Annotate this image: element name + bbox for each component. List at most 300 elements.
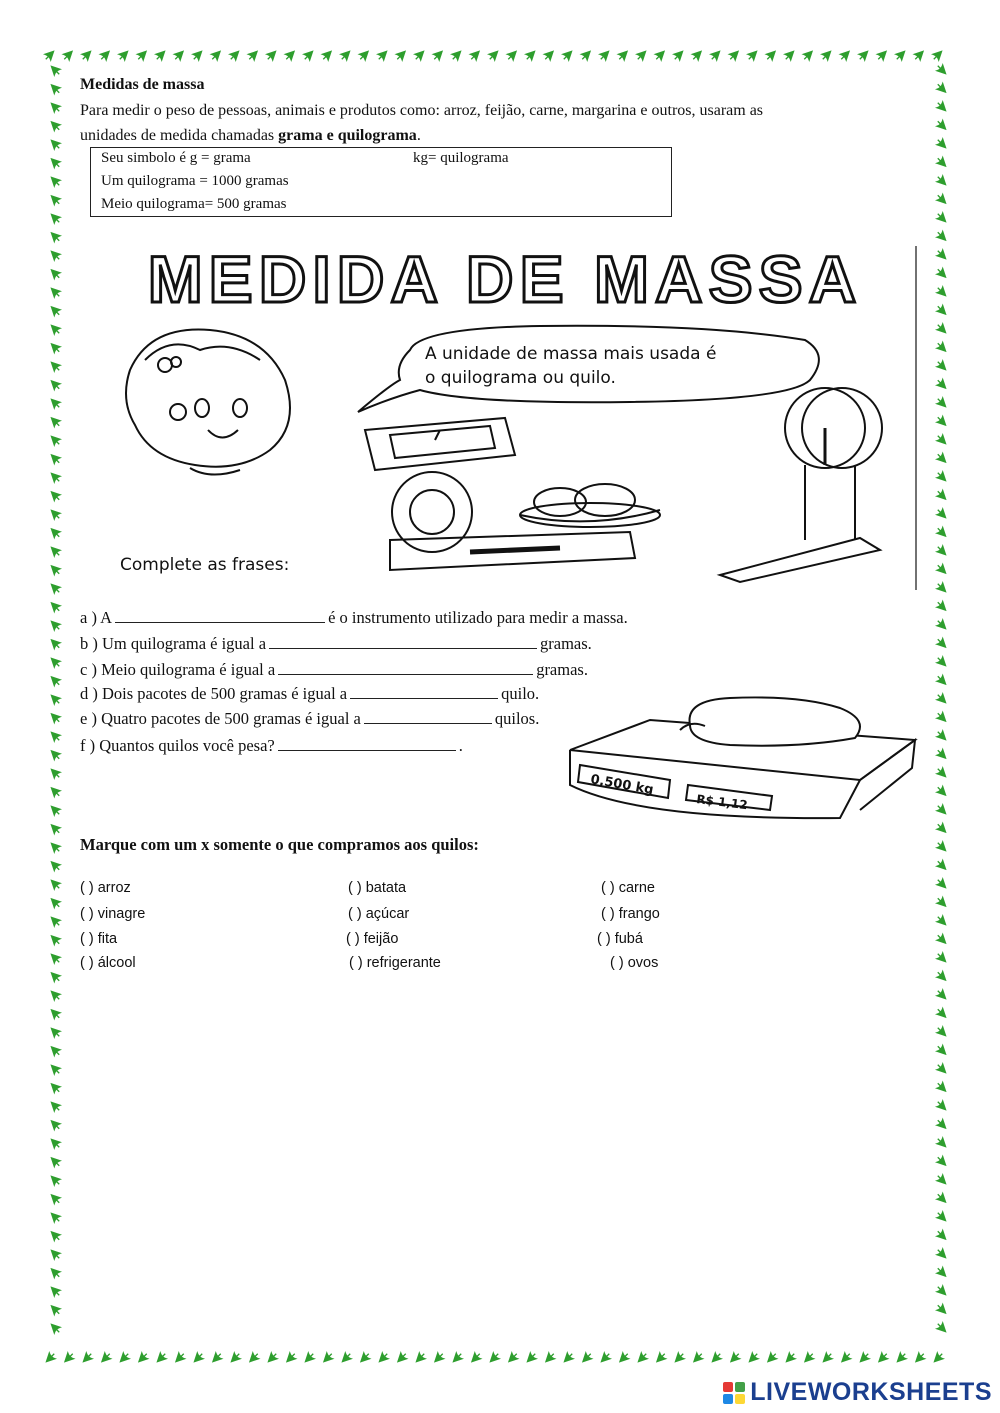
checkbox-paren[interactable]: ( ) <box>80 931 94 947</box>
leaf-ornament-icon <box>49 138 62 151</box>
leaf-ornament-icon <box>635 49 648 62</box>
leaf-ornament-icon <box>49 193 62 206</box>
leaf-ornament-icon <box>935 192 948 205</box>
leaf-ornament-icon <box>49 82 62 95</box>
girl-face-drawing <box>126 330 290 475</box>
leaf-ornament-icon <box>935 895 948 908</box>
option-item[interactable] <box>80 906 145 922</box>
leaf-ornament-icon <box>617 1351 630 1364</box>
leaf-ornament-icon <box>746 49 759 62</box>
answer-blank-f[interactable] <box>278 736 456 751</box>
leaf-ornament-icon <box>49 156 62 169</box>
leaf-ornament-icon <box>935 118 948 131</box>
leaf-ornament-icon <box>209 49 222 62</box>
leaf-ornament-icon <box>49 600 62 613</box>
answer-blank-c[interactable] <box>278 660 533 675</box>
leaf-ornament-icon <box>935 692 948 705</box>
question-e-prefix: e ) Quatro pacotes de 500 gramas é igual a <box>80 709 361 728</box>
leaf-ornament-icon <box>49 397 62 410</box>
answer-blank-a[interactable] <box>115 608 325 623</box>
leaf-ornament-icon <box>935 303 948 316</box>
leaf-ornament-icon <box>49 952 62 965</box>
mark-instruction: Marque com um x somente o que compramos aos quilos: <box>80 835 479 854</box>
leaf-ornament-icon <box>49 1248 62 1261</box>
leaf-ornament-icon <box>935 1025 948 1038</box>
leaf-ornament-icon <box>935 784 948 797</box>
checkbox-paren[interactable]: ( ) <box>348 880 362 896</box>
leaf-ornament-icon <box>450 49 463 62</box>
option-label: batata <box>365 880 407 896</box>
option-item[interactable] <box>80 880 131 896</box>
leaf-ornament-icon <box>340 1351 353 1364</box>
leaf-ornament-icon <box>49 1081 62 1094</box>
leaf-ornament-icon <box>505 49 518 62</box>
leaf-ornament-icon <box>710 1351 723 1364</box>
brand-text: LIVEWORKSHEETS <box>750 1378 992 1406</box>
leaf-ornament-icon <box>49 767 62 780</box>
leaf-ornament-icon <box>802 1351 815 1364</box>
intro-line-2a: unidades de medida chamadas <box>80 127 279 144</box>
leaf-ornament-icon <box>49 748 62 761</box>
option-item[interactable] <box>601 880 655 896</box>
leaf-ornament-icon <box>49 1063 62 1076</box>
kilogram-equivalence: Um quilograma = 1000 gramas <box>101 173 289 189</box>
leaf-ornament-icon <box>394 49 407 62</box>
question-c-prefix: c ) Meio quilograma é igual a <box>80 660 276 679</box>
logo-badge-icon <box>723 1382 745 1404</box>
option-item[interactable] <box>601 906 660 922</box>
leaf-ornament-icon <box>935 1302 948 1315</box>
leaf-ornament-icon <box>44 1351 57 1364</box>
leaf-ornament-icon <box>672 49 685 62</box>
leaf-ornament-icon <box>43 49 56 62</box>
leaf-ornament-icon <box>432 1351 445 1364</box>
question-a-suffix: é o instrumento utilizado para medir a massa. <box>328 608 628 627</box>
leaf-ornament-icon <box>49 1026 62 1039</box>
leaf-ornament-icon <box>935 1173 948 1186</box>
leaf-ornament-icon <box>875 49 888 62</box>
leaf-ornament-icon <box>935 932 948 945</box>
leaf-ornament-icon <box>49 878 62 891</box>
leaf-ornament-icon <box>413 49 426 62</box>
leaf-ornament-icon <box>136 1351 149 1364</box>
question-d <box>80 684 539 704</box>
leaf-ornament-icon <box>935 211 948 224</box>
leaf-ornament-icon <box>49 1229 62 1242</box>
leaf-ornament-icon <box>690 49 703 62</box>
scale-weight-display: 0,500 kg <box>589 772 655 798</box>
leaf-ornament-icon <box>935 1191 948 1204</box>
leaf-ornament-icon <box>155 1351 168 1364</box>
leaf-ornament-icon <box>839 1351 852 1364</box>
leaf-ornament-icon <box>935 1265 948 1278</box>
leaf-ornament-icon <box>431 49 444 62</box>
speech-line-2: o quilograma ou quilo. <box>425 368 616 388</box>
leaf-ornament-icon <box>49 637 62 650</box>
leaf-ornament-icon <box>191 49 204 62</box>
leaf-ornament-icon <box>414 1351 427 1364</box>
leaf-ornament-icon <box>765 1351 778 1364</box>
leaf-ornament-icon <box>172 49 185 62</box>
leaf-ornament-icon <box>49 1285 62 1298</box>
question-b-prefix: b ) Um quilograma é igual a <box>80 634 267 653</box>
leaf-ornament-icon <box>265 49 278 62</box>
leaf-ornament-icon <box>210 1351 223 1364</box>
leaf-ornament-icon <box>49 582 62 595</box>
leaf-ornament-icon <box>935 914 948 927</box>
leaf-ornament-icon <box>821 1351 834 1364</box>
leaf-ornament-icon <box>801 49 814 62</box>
speech-line-1: A unidade de massa mais usada é <box>425 344 717 364</box>
leaf-ornament-icon <box>49 693 62 706</box>
leaf-ornament-icon <box>80 49 93 62</box>
leaf-ornament-icon <box>49 804 62 817</box>
option-item[interactable] <box>346 931 398 947</box>
leaf-ornament-icon <box>246 49 259 62</box>
leaf-ornament-icon <box>935 285 948 298</box>
leaf-ornament-icon <box>173 1351 186 1364</box>
checkbox-paren[interactable]: ( ) <box>80 955 94 971</box>
leaf-ornament-icon <box>49 341 62 354</box>
page-title: Medidas de massa <box>80 76 205 93</box>
leaf-ornament-icon <box>783 49 796 62</box>
leaf-ornament-icon <box>858 1351 871 1364</box>
leaf-ornament-icon <box>49 711 62 724</box>
leaf-ornament-icon <box>49 1192 62 1205</box>
leaf-ornament-icon <box>935 266 948 279</box>
leaf-ornament-icon <box>935 988 948 1001</box>
leaf-ornament-icon <box>747 1351 760 1364</box>
leaf-ornament-icon <box>284 1351 297 1364</box>
leaf-ornament-icon <box>935 1117 948 1130</box>
leaf-ornament-icon <box>653 49 666 62</box>
leaf-ornament-icon <box>303 1351 316 1364</box>
leaf-ornament-icon <box>935 1062 948 1075</box>
answer-blank-b[interactable] <box>269 634 537 649</box>
leaf-ornament-icon <box>935 951 948 964</box>
leaf-ornament-icon <box>49 1322 62 1335</box>
leaf-ornament-icon <box>935 1043 948 1056</box>
leaf-ornament-icon <box>654 1351 667 1364</box>
leaf-ornament-icon <box>935 729 948 742</box>
question-a <box>80 608 628 628</box>
leaf-ornament-icon <box>506 1351 519 1364</box>
leaf-ornament-icon <box>49 119 62 132</box>
leaf-ornament-icon <box>935 1247 948 1260</box>
question-c <box>80 660 588 680</box>
leaf-ornament-icon <box>49 619 62 632</box>
leaf-ornament-icon <box>468 49 481 62</box>
leaf-ornament-icon <box>935 470 948 483</box>
leaf-ornament-icon <box>98 49 111 62</box>
answer-blank-d[interactable] <box>350 684 498 699</box>
checkbox-paren[interactable]: ( ) <box>349 955 363 971</box>
leaf-ornament-icon <box>49 1007 62 1020</box>
leaf-ornament-icon <box>935 747 948 760</box>
leaf-ornament-icon <box>561 49 574 62</box>
leaf-ornament-icon <box>935 544 948 557</box>
option-label: carne <box>618 880 655 896</box>
leaf-ornament-icon <box>935 1136 948 1149</box>
option-label: frango <box>618 906 660 922</box>
leaf-ornament-icon <box>543 1351 556 1364</box>
leaf-ornament-icon <box>857 49 870 62</box>
leaf-ornament-icon <box>229 1351 242 1364</box>
leaf-ornament-icon <box>935 174 948 187</box>
leaf-ornament-icon <box>49 230 62 243</box>
leaf-ornament-icon <box>935 414 948 427</box>
leaf-ornament-icon <box>935 451 948 464</box>
leaf-ornament-icon <box>302 49 315 62</box>
leaf-ornament-icon <box>49 1118 62 1131</box>
leaf-ornament-icon <box>49 785 62 798</box>
leaf-ornament-icon <box>376 49 389 62</box>
question-e-suffix: quilos. <box>494 709 540 728</box>
leaf-ornament-icon <box>81 1351 94 1364</box>
leaf-ornament-icon <box>579 49 592 62</box>
leaf-ornament-icon <box>469 1351 482 1364</box>
leaf-ornament-icon <box>487 49 500 62</box>
leaf-ornament-icon <box>49 656 62 669</box>
leaf-ornament-icon <box>895 1351 908 1364</box>
leaf-ornament-icon <box>820 49 833 62</box>
option-label: refrigerante <box>366 955 441 971</box>
leaf-ornament-icon <box>49 360 62 373</box>
leaf-ornament-icon <box>395 1351 408 1364</box>
question-d-suffix: quilo. <box>501 684 540 703</box>
leaf-ornament-icon <box>598 49 611 62</box>
symbol-gram: Seu simbolo é g = grama <box>101 150 251 166</box>
leaf-ornament-icon <box>838 49 851 62</box>
leaf-ornament-icon <box>49 304 62 317</box>
question-e <box>80 709 539 729</box>
leaf-ornament-icon <box>49 378 62 391</box>
leaf-ornament-icon <box>935 803 948 816</box>
leaf-ornament-icon <box>935 599 948 612</box>
intro-paragraph <box>80 98 920 148</box>
leaf-ornament-icon <box>118 1351 131 1364</box>
leaf-ornament-icon <box>580 1351 593 1364</box>
leaf-ornament-icon <box>49 933 62 946</box>
balance-scale-drawing <box>365 418 660 570</box>
question-f <box>80 736 463 756</box>
leaf-ornament-icon <box>912 49 925 62</box>
leaf-ornament-icon <box>321 1351 334 1364</box>
scale-price-display: R$ 1,12 <box>695 792 749 813</box>
leaf-ornament-icon <box>49 452 62 465</box>
intro-line-2-bold: grama e quilograma <box>278 127 417 144</box>
leaf-ornament-icon <box>894 49 907 62</box>
option-item[interactable] <box>80 931 117 947</box>
option-item[interactable] <box>597 931 643 947</box>
leaf-ornament-icon <box>49 1155 62 1168</box>
leaf-ornament-icon <box>636 1351 649 1364</box>
option-label: fubá <box>614 931 643 947</box>
leaf-ornament-icon <box>49 212 62 225</box>
leaf-ornament-icon <box>709 49 722 62</box>
leaf-ornament-icon <box>49 545 62 558</box>
leaf-ornament-icon <box>935 525 948 538</box>
leaf-ornament-icon <box>728 1351 741 1364</box>
leaf-ornament-icon <box>935 821 948 834</box>
option-item[interactable] <box>349 955 441 971</box>
leaf-ornament-icon <box>616 49 629 62</box>
leaf-ornament-icon <box>524 49 537 62</box>
answer-blank-e[interactable] <box>364 709 492 724</box>
body-scale-drawing <box>720 388 882 582</box>
leaf-ornament-icon <box>935 1321 948 1334</box>
checkbox-paren[interactable]: ( ) <box>80 906 94 922</box>
leaf-ornament-icon <box>154 49 167 62</box>
leaf-ornament-icon <box>49 323 62 336</box>
leaf-ornament-icon <box>525 1351 538 1364</box>
leaf-ornament-icon <box>935 673 948 686</box>
leaf-ornament-icon <box>49 1044 62 1057</box>
leaf-ornament-icon <box>935 507 948 520</box>
checkbox-paren[interactable]: ( ) <box>80 880 94 896</box>
symbols-box <box>90 147 672 217</box>
question-c-suffix: gramas. <box>536 660 588 679</box>
leaf-ornament-icon <box>935 100 948 113</box>
leaf-ornament-icon <box>49 434 62 447</box>
leaf-ornament-icon <box>691 1351 704 1364</box>
option-label: arroz <box>97 880 131 896</box>
leaf-ornament-icon <box>935 155 948 168</box>
leaf-ornament-icon <box>49 508 62 521</box>
leaf-ornament-icon <box>935 81 948 94</box>
question-a-prefix: a ) A <box>80 608 113 627</box>
leaf-ornament-icon <box>49 286 62 299</box>
leaf-ornament-icon <box>935 1080 948 1093</box>
leaf-ornament-icon <box>135 49 148 62</box>
leaf-ornament-icon <box>935 1006 948 1019</box>
option-item[interactable] <box>348 906 409 922</box>
option-item[interactable] <box>348 880 406 896</box>
leaf-ornament-icon <box>935 248 948 261</box>
leaf-ornament-icon <box>49 1137 62 1150</box>
leaf-ornament-icon <box>764 49 777 62</box>
option-item[interactable] <box>80 955 136 971</box>
option-label: açúcar <box>365 906 410 922</box>
leaf-ornament-icon <box>935 636 948 649</box>
leaf-ornament-icon <box>49 1211 62 1224</box>
leaf-ornament-icon <box>935 840 948 853</box>
leaf-ornament-icon <box>876 1351 889 1364</box>
leaf-ornament-icon <box>228 49 241 62</box>
leaf-ornament-icon <box>49 674 62 687</box>
symbol-kilogram: kg= quilograma <box>413 150 509 166</box>
leaf-ornament-icon <box>935 618 948 631</box>
leaf-ornament-icon <box>49 1100 62 1113</box>
leaf-ornament-icon <box>49 563 62 576</box>
leaf-ornament-icon <box>49 1303 62 1316</box>
leaf-ornament-icon <box>49 471 62 484</box>
option-label: ovos <box>627 955 659 971</box>
checkbox-paren[interactable]: ( ) <box>597 931 611 947</box>
leaf-ornament-icon <box>99 1351 112 1364</box>
leaf-ornament-icon <box>49 822 62 835</box>
leaf-ornament-icon <box>935 322 948 335</box>
leaf-ornament-icon <box>49 970 62 983</box>
leaf-ornament-icon <box>935 396 948 409</box>
leaf-ornament-icon <box>562 1351 575 1364</box>
leaf-ornament-icon <box>357 49 370 62</box>
option-label: fita <box>97 931 118 947</box>
leaf-ornament-icon <box>935 137 948 150</box>
leaf-ornament-icon <box>49 730 62 743</box>
leaf-ornament-icon <box>339 49 352 62</box>
leaf-ornament-icon <box>935 562 948 575</box>
leaf-ornament-icon <box>192 1351 205 1364</box>
half-kilogram-equivalence: Meio quilograma= 500 gramas <box>101 196 287 212</box>
checkbox-paren[interactable]: ( ) <box>348 906 362 922</box>
leaf-ornament-icon <box>266 1351 279 1364</box>
leaf-ornament-icon <box>49 64 62 77</box>
leaf-ornament-icon <box>49 526 62 539</box>
leaf-ornament-icon <box>935 655 948 668</box>
intro-line-1: Para medir o peso de pessoas, animais e produtos como: arroz, feijão, carne, margarina e outros, usaram as <box>80 102 764 119</box>
question-b <box>80 634 592 654</box>
leaf-ornament-icon <box>451 1351 464 1364</box>
digital-scale-drawing <box>540 690 920 825</box>
leaf-ornament-icon <box>935 1154 948 1167</box>
leaf-ornament-icon <box>247 1351 260 1364</box>
intro-line-2c: . <box>416 127 421 144</box>
leaf-ornament-icon <box>931 49 944 62</box>
leaf-ornament-icon <box>935 488 948 501</box>
complete-label: Complete as frases: <box>120 555 290 575</box>
checkbox-paren[interactable]: ( ) <box>346 931 360 947</box>
leaf-ornament-icon <box>935 433 948 446</box>
leaf-ornament-icon <box>935 359 948 372</box>
question-b-suffix: gramas. <box>540 634 592 653</box>
leaf-ornament-icon <box>117 49 130 62</box>
checkbox-paren[interactable]: ( ) <box>601 880 615 896</box>
checkbox-paren[interactable]: ( ) <box>601 906 615 922</box>
leaf-ornament-icon <box>935 63 948 76</box>
question-f-prefix: f ) Quantos quilos você pesa? <box>80 736 275 755</box>
leaf-ornament-icon <box>784 1351 797 1364</box>
leaf-ornament-icon <box>61 49 74 62</box>
option-label: vinagre <box>97 906 146 922</box>
question-d-prefix: d ) Dois pacotes de 500 gramas é igual a <box>80 684 348 703</box>
leaf-ornament-icon <box>49 489 62 502</box>
leaf-ornament-icon <box>727 49 740 62</box>
leaf-ornament-icon <box>935 1210 948 1223</box>
leaf-ornament-icon <box>320 49 333 62</box>
option-label: álcool <box>97 955 136 971</box>
leaf-ornament-icon <box>49 267 62 280</box>
question-f-suffix: . <box>458 736 463 755</box>
leaf-ornament-icon <box>49 1174 62 1187</box>
banner-title: MEDIDA DE MASSA <box>147 242 863 316</box>
leaf-ornament-icon <box>49 175 62 188</box>
leaf-ornament-icon <box>935 969 948 982</box>
leaf-ornament-icon <box>377 1351 390 1364</box>
option-item[interactable] <box>610 955 658 971</box>
checkbox-paren[interactable]: ( ) <box>610 955 624 971</box>
liveworksheets-logo <box>723 1378 992 1407</box>
leaf-ornament-icon <box>542 49 555 62</box>
leaf-ornament-icon <box>935 377 948 390</box>
leaf-ornament-icon <box>599 1351 612 1364</box>
leaf-ornament-icon <box>49 989 62 1002</box>
leaf-ornament-icon <box>49 249 62 262</box>
leaf-ornament-icon <box>935 1284 948 1297</box>
leaf-ornament-icon <box>49 859 62 872</box>
leaf-ornament-icon <box>488 1351 501 1364</box>
leaf-ornament-icon <box>935 1099 948 1112</box>
